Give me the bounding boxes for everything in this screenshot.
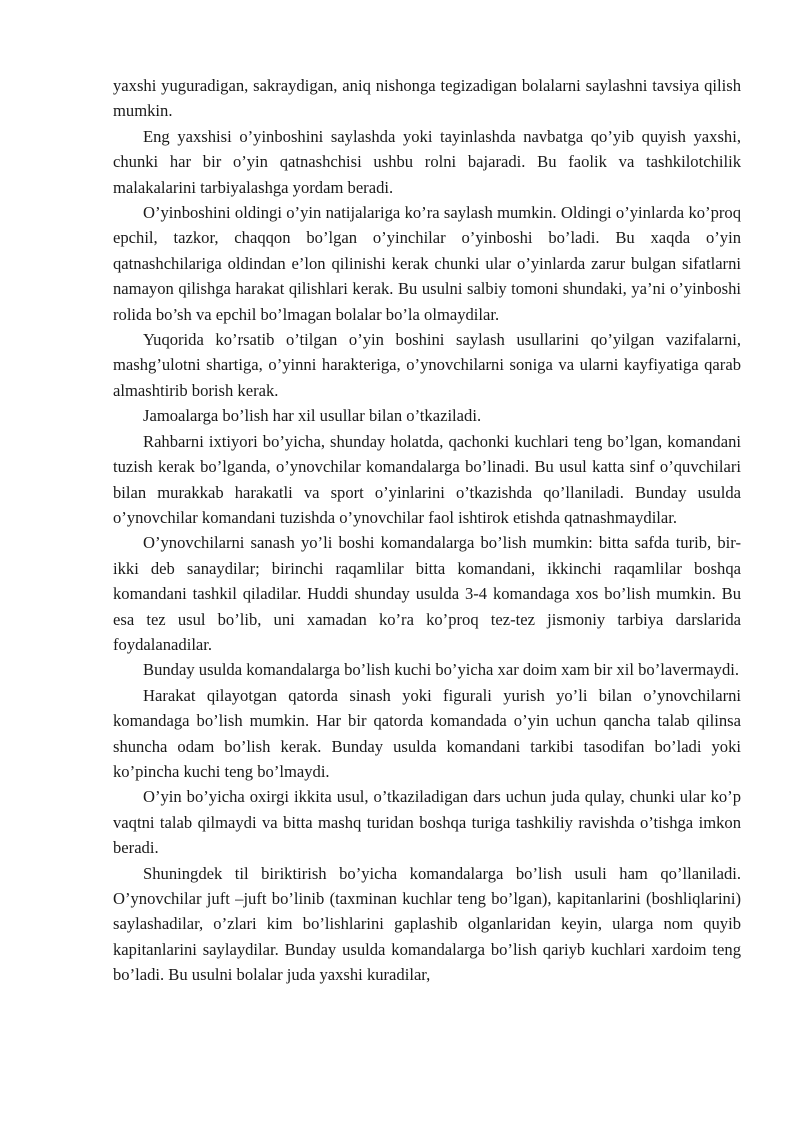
paragraph-last-two-methods: O’yin bo’yicha oxirgi ikkita usul, o’tkaziladigan dars uchun juda qulay, chunki ular ko’p vaqtni talab qilmaydi va bitta mashq turidan boshqa turiga tashkiliy ravishda o’tishga imkon beradi. xyxy=(113,787,741,858)
paragraph-continuation: yaxshi yuguradigan, sakraydigan, aniq nishonga tegizadigan bolalarni saylashni tavsiya qilish mumkin. xyxy=(113,76,741,121)
paragraph-unequal-strength: Bunday usulda komandalarga bo’lish kuchi bo’yicha xar doim xam bir xil bo’lavermaydi. xyxy=(143,660,740,680)
paragraph-counting-method: O’ynovchilarni sanash yo’li boshi komandalarga bo’lish mumkin: bitta safda turib, bir-ikki deb sanaydilar; birinchi raqamlilar bitta komandani, ikkinchi raqamlilar boshqa komandani tashkil qiladilar. Huddi shunday usulda 3-4 komandaga xos bo’lish mumkin. Bu esa tez usul bo’lib, uni xamadan ko’ra ko’proq tez-tez jismoniy tarbiya darslarida foydalanadilar. xyxy=(113,533,741,654)
paragraph-team-division-intro: Jamoalarga bo’lish har xil usullar bilan o’tkaziladi. xyxy=(143,406,482,426)
paragraph-leader-choice: Rahbarni ixtiyori bo’yicha, shunday holatda, qachonki kuchlari teng bo’lgan, komandani tuzish kerak bo’lganda, o’ynovchilar komandalarga bo’linadi. Bu usul katta sinf o’quvchilari bilan murakkab harakatli va sport o’yinlarini o’tkazishda qo’llaniladi. Bunday usulda o’ynovchilar komandani tuzishda o’ynovchilar faol ishtirok etishda qatnashmaydilar. xyxy=(113,431,741,527)
paragraph-alternating-methods: Yuqorida ko’rsatib o’tilgan o’yin boshini saylash usullarini qo’yilgan vazifalarni, mashg’ulotni shartiga, o’yinni harakteriga, o’ynovchilarni soniga va ularni kayfiyatiga qarab almashtirib borish kerak. xyxy=(113,330,741,400)
paragraph-moving-line-method: Harakat qilayotgan qatorda sinash yoki figurali yurish yo’li bilan o’ynovchilarni komandaga bo’lish mumkin. Har bir qatorda komandada o’yin uchun qancha talab qilinsa shuncha odam bo’lish kerak. Bunday usulda komandani tarkibi tasodifan bo’ladi yoki ko’pincha kuchi teng bo’lmaydi. xyxy=(113,685,741,781)
document-page xyxy=(113,73,741,988)
paragraph-game-leader-rotation: Eng yaxshisi o’yinboshini saylashda yoki tayinlashda navbatga qo’yib quyish yaxshi, chunki har bir o’yin qatnashchisi ushbu rolni bajaradi. Bu faolik va tashkilotchilik malakalarini tarbiyalashga yordam beradi. xyxy=(113,126,741,197)
paragraph-agreement-method: Shuningdek til biriktirish bo’yicha komandalarga bo’lish usuli ham qo’llaniladi. O’ynovchilar juft –juft bo’linib (taxminan kuchlar teng bo’lgan), kapitanlarini (boshliqlarini) saylashadilar, o’zlari kim bo’lishlarini gaplashib olganlaridan keyin, ularga nom quyib kapitanlarini saylaydilar. Bunday usulda komandalarga bo’lish qariyb kuchlari xardoim teng bo’ladi. Bu usulni bolalar juda yaxshi kuradilar, xyxy=(113,863,741,985)
paragraph-leader-by-results: O’yinboshini oldingi o’yin natijalariga ko’ra saylash mumkin. Oldingi o’yinlarda ko’proq epchil, tazkor, chaqqon bo’lgan o’yinchilar o’yinboshi bo’ladi. Bu xaqda o’yin qatnashchilariga oldindan e’lon qilinishi kerak chunki ular o’yinlarda zarur bulgan sifatlarni namayon qilishga harakat qilishlari kerak. Bu usulni salbiy tomoni shundaki, ya’ni o’yinboshi rolida bo’sh va epchil bo’lmagan bolalar bo’la olmaydilar. xyxy=(113,203,741,324)
